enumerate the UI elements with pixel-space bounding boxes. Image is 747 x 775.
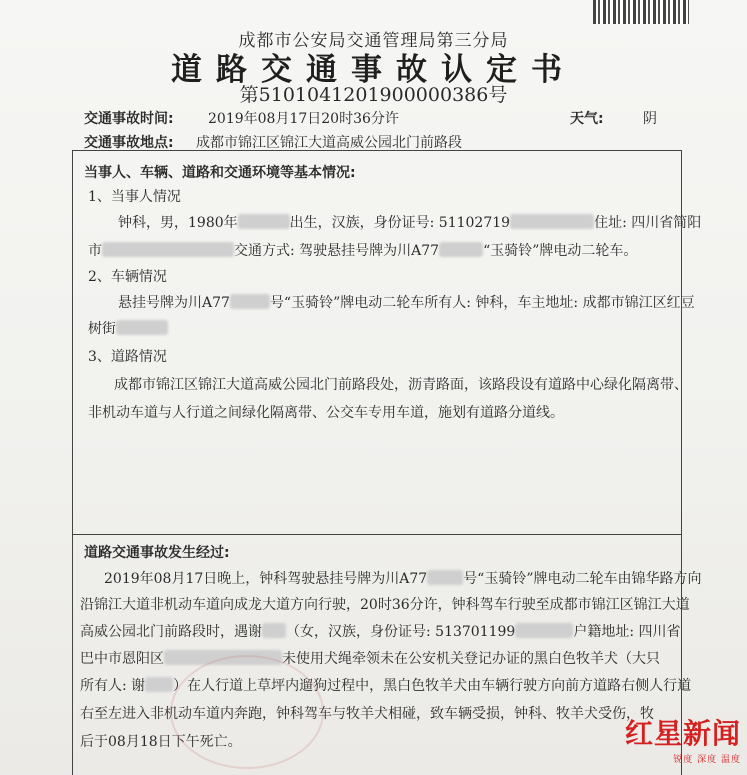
section-divider [72, 534, 682, 535]
redacted-name [262, 623, 286, 638]
qr-code-icon [593, 0, 689, 24]
process-line-4 [80, 648, 660, 668]
redacted-owner-name [145, 677, 173, 692]
road-line-1: 成都市锦江区锦江大道高威公园北门前路段处，沥青路面，该路段设有道路中心绿化隔离带、 [114, 377, 688, 393]
party-line-1 [118, 212, 701, 232]
time-label: 交通事故时间: [84, 111, 174, 127]
process-line-5-b: ）在人行道上草坪内遛狗过程中，黑白色牧羊犬由车辆行驶方向前方道路右侧人行道 [173, 678, 692, 694]
process-line-3-a: 高威公园北门前路段时，遇谢 [80, 624, 262, 640]
process-line-2: 沿锦江大道非机动车道向成龙大道方向行驶，20时36分许，钟科驾车行驶至成都市锦江区锦江大道 [80, 597, 690, 613]
redacted-id-2 [515, 623, 573, 638]
issuing-organization: 成都市公安局交通管理局第三分局 [238, 31, 509, 51]
party-line-2-b: 交通方式: 驾驶悬挂号牌为川A77 [234, 243, 440, 259]
vehicle-line-2-a: 树街 [88, 321, 116, 337]
party-line-2-c: “玉骑铃”牌电动二轮车。 [483, 243, 638, 259]
redacted-plate-2 [230, 294, 270, 309]
process-line-4-b: 未使用犬绳牵领未在公安机关登记办证的黑白色牧羊犬（大只 [282, 651, 660, 667]
process-line-3-b: （女，汉族，身份证号: 513701199 [286, 624, 516, 640]
time-value: 2019年08月17日20时36分许 [208, 111, 399, 127]
redacted-address [102, 242, 234, 257]
vehicle-line-1 [118, 292, 695, 312]
section-1-title: 1、当事人情况 [88, 189, 181, 205]
process-line-3-c: 户籍地址: 四川省 [573, 624, 681, 640]
process-line-4-a: 巴中市恩阳区 [80, 651, 164, 667]
watermark-logo: 红星新闻 [624, 717, 741, 750]
basic-info-heading: 当事人、车辆、道路和交通环境等基本情况: [84, 165, 356, 181]
redacted-address-2 [164, 650, 282, 665]
document-title: 道路交通事故认定书 [171, 52, 576, 88]
process-line-1-a: 2019年08月17日晚上，钟科驾驶悬挂号牌为川A77 [104, 571, 428, 587]
road-line-2: 非机动车道与人行道之间绿化隔离带、公交车专用车道，施划有道路分道线。 [88, 405, 564, 421]
process-line-5-a: 所有人: 谢 [80, 678, 146, 694]
weather-label: 天气: [570, 111, 604, 127]
place-label: 交通事故地点: [84, 135, 174, 151]
section-2-title: 2、车辆情况 [88, 269, 167, 285]
section-3-title: 3、道路情况 [88, 349, 167, 365]
news-watermark [625, 712, 741, 765]
party-line-1-a: 钟科，男，1980年 [118, 215, 238, 231]
process-line-5 [80, 675, 691, 695]
redacted-owner-address [116, 320, 168, 335]
watermark-slogan: 锐度 深度 温度 [673, 755, 741, 765]
process-heading: 道路交通事故发生经过: [84, 545, 230, 561]
redacted-plate [439, 242, 483, 257]
place-value: 成都市锦江区锦江大道高威公园北门前路段 [196, 135, 462, 151]
process-line-1 [104, 568, 702, 588]
document-number: 第5101041201900000386号 [239, 84, 508, 106]
redacted-birth [238, 214, 290, 229]
vehicle-line-2 [88, 318, 168, 338]
party-line-2 [88, 240, 637, 260]
party-line-2-a: 市 [88, 243, 102, 259]
party-line-1-c: 住址: 四川省简阳 [594, 215, 702, 231]
party-line-1-b: 出生，汉族，身份证号: 51102719 [289, 215, 511, 231]
process-line-3 [80, 621, 681, 641]
redacted-id [510, 214, 594, 229]
process-line-6: 右至左进入非机动车道内奔跑，钟科驾车与牧羊犬相碰，致车辆受损，钟科、牧羊犬受伤，牧 [80, 706, 654, 722]
vehicle-line-1-b: 号“玉骑铃”牌电动二轮车所有人: 钟科，车主地址: 成都市锦江区红豆 [269, 295, 695, 311]
weather-value: 阴 [643, 111, 657, 127]
redacted-plate-3 [427, 570, 463, 585]
vehicle-line-1-a: 悬挂号牌为川A77 [118, 295, 230, 311]
process-line-7: 后于08月18日下午死亡。 [80, 734, 242, 750]
process-line-1-b: 号“玉骑铃”牌电动二轮车由锦华路方向 [463, 571, 702, 587]
